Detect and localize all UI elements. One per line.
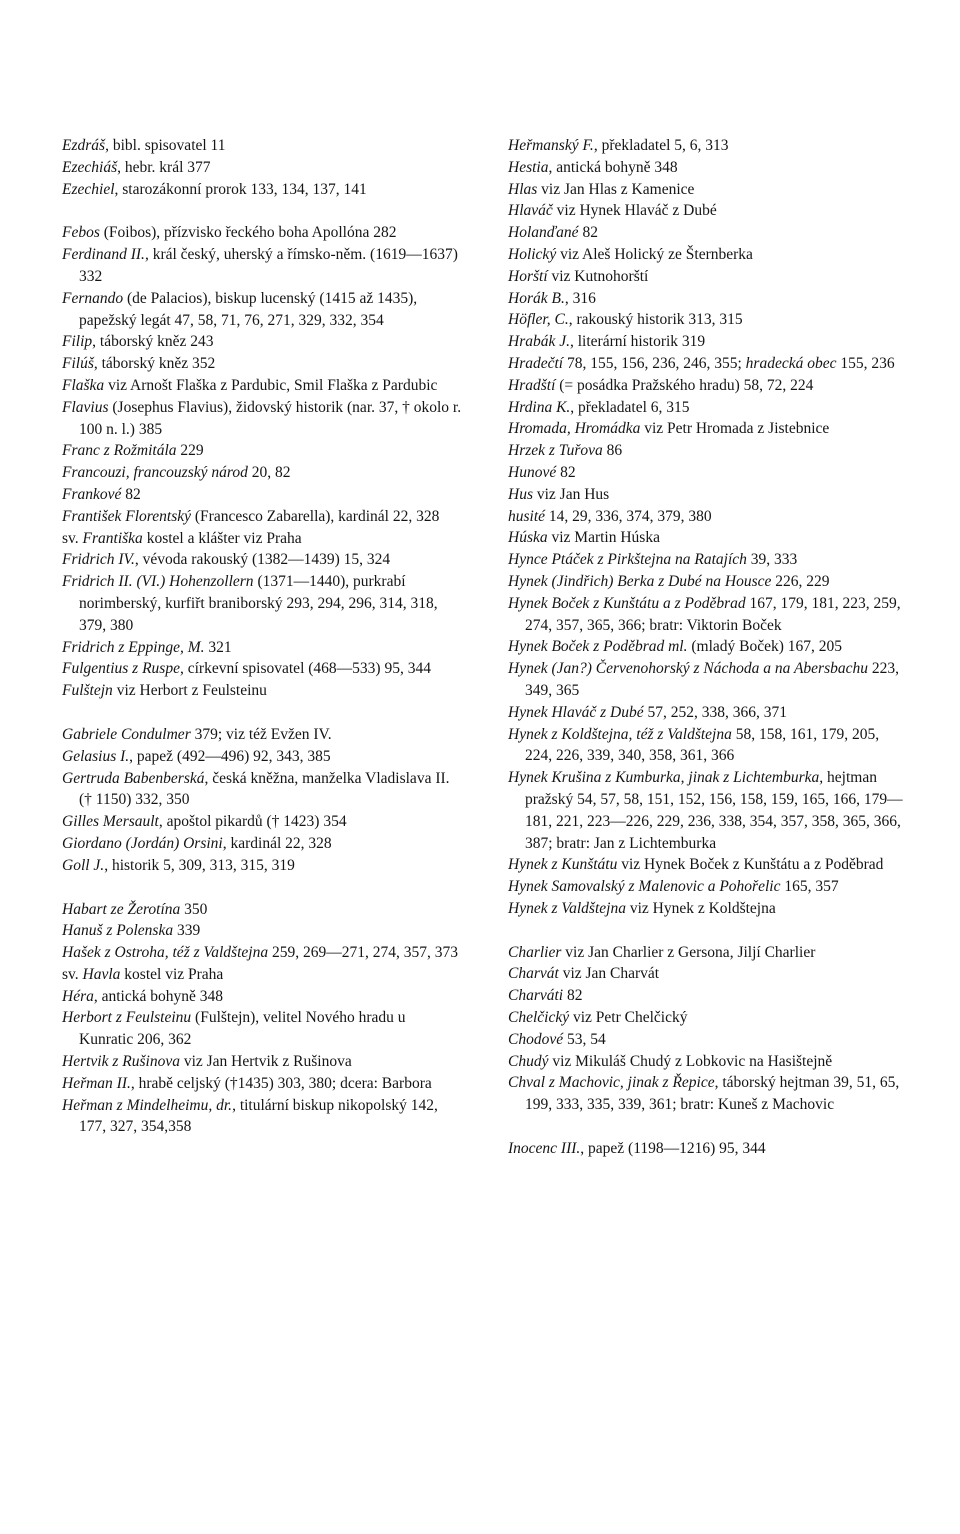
index-entry (62, 397, 462, 441)
index-entry (62, 833, 462, 855)
index-entry (62, 528, 462, 550)
index-entry (62, 811, 462, 833)
entry-headword: Fulgentius z Ruspe (62, 660, 180, 678)
index-entry (62, 1095, 462, 1139)
entry-headword: Horští (508, 267, 548, 285)
entry-headword: Heřman II. (62, 1074, 131, 1092)
index-entry (508, 767, 908, 854)
entry-text: , historik 5, 309, 313, 315, 319 (104, 856, 295, 874)
entry-text: , česká kněžna, manželka Vladislava II. († 1150) 332, 350 (79, 769, 450, 809)
index-entry (62, 680, 462, 702)
entry-text: viz Arnošt Flaška z Pardubic, Smil Flaška z Pardubic (104, 376, 438, 394)
entry-text: (= posádka Pražského hradu) 58, 72, 224 (555, 376, 814, 394)
index-entry (62, 986, 462, 1008)
index-entry (62, 1073, 462, 1095)
entry-text: 82 (563, 987, 583, 1005)
entry-text: 379; viz též Evžen IV. (190, 725, 332, 743)
entry-text: (de Palacios), biskup lucenský (1415 až 1435), papežský legát 47, 58, 71, 76, 271, 329, 332, 354 (79, 289, 418, 329)
entry-text: viz Jan Hlas z Kamenice (537, 180, 695, 198)
index-letter-group (508, 1138, 908, 1160)
entry-text: 58, 158, 161, 179, 205, 224, 226, 339, 340, 358, 361, 366 (525, 725, 880, 765)
index-entry (62, 179, 462, 201)
entry-text: 321 (204, 638, 232, 656)
entry-text: (1371—1440), purkrabí norimberský, kurfiřt braniborský 293, 294, 296, 314, 318, 379, 380 (79, 573, 438, 634)
entry-text: 226, 229 (771, 572, 830, 590)
entry-text: 78, 155, 156, 236, 246, 355; (563, 354, 746, 372)
index-entry (508, 244, 908, 266)
entry-headword: Hromada, Hromádka (508, 420, 641, 438)
entry-text: , vévoda rakouský (1382—1439) 15, 324 (134, 551, 391, 569)
entry-headword: Flavius (62, 398, 109, 416)
index-entry (508, 549, 908, 571)
index-entry (508, 462, 908, 484)
index-entry (62, 222, 462, 244)
entry-headword: Fridrich IV. (62, 551, 135, 569)
entry-headword: Flaška (62, 376, 105, 394)
entry-text: 259, 269—271, 274, 357, 373 (268, 944, 458, 962)
entry-headword: Herbort z Feulsteinu (62, 1009, 192, 1027)
index-letter-group (62, 222, 462, 702)
index-entry (62, 353, 462, 375)
entry-headword: Francouzi, francouzský národ (62, 464, 248, 482)
entry-headword: Hašek z Ostroha, též z Valdštejna (62, 944, 269, 962)
entry-text: , starozákonní prorok 133, 134, 137, 141 (114, 180, 367, 198)
index-entry (62, 571, 462, 636)
entry-headword: Hunové (508, 463, 557, 481)
entry-text: 82 (578, 224, 598, 242)
entry-text: viz Jan Hus (532, 485, 610, 503)
entry-text: , antická bohyně 348 (548, 158, 678, 176)
entry-text: viz Mikuláš Chudý z Lobkovic na Hasištejně (548, 1052, 833, 1070)
entry-headword: Hynek Samovalský z Malenovic a Pohořelic (508, 878, 781, 896)
index-entry (508, 484, 908, 506)
entry-headword: Chudý (508, 1052, 549, 1070)
index-entry (62, 331, 462, 353)
entry-text: (mladý Boček) 167, 205 (687, 638, 843, 656)
index-entry (508, 397, 908, 419)
index-letter-group (62, 135, 462, 200)
entry-headword: Gabriele Condulmer (62, 725, 191, 743)
index-entry (508, 876, 908, 898)
entry-text: , antická bohyně 348 (93, 987, 223, 1005)
entry-text: kostel viz Praha (120, 965, 224, 983)
entry-text: 57, 252, 338, 366, 371 (643, 703, 787, 721)
entry-headword: Františka (82, 529, 143, 547)
index-entry (508, 1029, 908, 1051)
entry-text: viz Jan Hertvik z Rušinova (179, 1053, 352, 1071)
index-entry (508, 942, 908, 964)
entry-text: kostel a klášter viz Praha (142, 529, 302, 547)
index-entry (508, 898, 908, 920)
entry-prefix: sv. (62, 965, 83, 983)
entry-text: viz Aleš Holický ze Šternberka (556, 245, 753, 263)
entry-headword: Hynek (Jan?) Červenohorský z Náchoda a na Abersbachu (508, 660, 869, 678)
index-entry (508, 506, 908, 528)
index-entry (508, 200, 908, 222)
index-entry (62, 484, 462, 506)
entry-text: hejtman pražský 54, 57, 58, 151, 152, 156, 158, 159, 165, 166, 179—181, 221, 223—226, 229, 236, 338, 354, 357, 358, 365, 366, 387; bratr: Jan z Lichtemburka (525, 769, 903, 852)
index-entry (62, 746, 462, 768)
entry-headword: Charvát (508, 965, 559, 983)
entry-headword: Hus (508, 485, 533, 503)
entry-headword: Filip (62, 333, 93, 351)
index-entry (508, 266, 908, 288)
index-entry (508, 135, 908, 157)
index-entry (508, 157, 908, 179)
entry-headword: Charlier (508, 943, 562, 961)
entry-headword: Hynek Krušina z Kumburka, jinak z Lichtemburka, (508, 769, 824, 787)
index-entry (508, 353, 908, 375)
entry-headword: Hynek (Jindřich) Berka z Dubé na Housce (508, 572, 772, 590)
entry-headword: Chelčický (508, 1009, 570, 1027)
entry-text: , překladatel 5, 6, 313 (593, 137, 729, 154)
entry-headword: Franc z Rožmitála (62, 442, 177, 460)
entry-text: viz Jan Charlier z Gersona, Jiljí Charlier (561, 943, 816, 961)
entry-headword: Giordano (Jordán) Orsini (62, 834, 223, 852)
index-entry (508, 985, 908, 1007)
entry-headword: Ezechiáš (62, 158, 118, 176)
entry-text: viz Petr Chelčický (569, 1009, 688, 1027)
entry-headword: Heřman z Mindelheimu, dr. (62, 1096, 233, 1114)
entry-headword: Húska (508, 529, 548, 547)
index-entry (508, 1138, 908, 1160)
entry-text: , církevní spisovatel (468—533) 95, 344 (179, 660, 431, 678)
entry-headword: Hestia (508, 158, 549, 176)
entry-headword: Holický (508, 245, 557, 263)
entry-text: , hebr. král 377 (117, 158, 211, 176)
entry-text: viz Hynek Boček z Kunštátu a z Poděbrad (617, 856, 884, 874)
entry-headword: Chodové (508, 1030, 564, 1048)
index-entry (508, 288, 908, 310)
entry-text: , titulární biskup nikopolský 142, 177, 327, 354,358 (79, 1096, 438, 1136)
index-entry (62, 157, 462, 179)
entry-text: 350 (180, 900, 208, 918)
entry-text: viz Herbort z Feulsteinu (112, 682, 267, 700)
entry-headword: Hlas (508, 180, 538, 198)
index-letter-group (508, 942, 908, 1116)
entry-text: 229 (176, 442, 204, 460)
index-entry (62, 135, 462, 157)
index-entry (62, 658, 462, 680)
entry-headword: Hertvik z Rušinova (62, 1053, 180, 1071)
index-entry (62, 549, 462, 571)
index-entry (508, 179, 908, 201)
index-entry (62, 462, 462, 484)
entry-headword: Habart ze Žerotína (62, 900, 181, 918)
index-entry (508, 527, 908, 549)
index-letter-group (62, 899, 462, 1139)
entry-text: , literární historik 319 (570, 333, 706, 351)
index-entry (62, 942, 462, 964)
entry-headword: Gilles Mersault (62, 813, 159, 831)
entry-headword: Heřmanský F. (508, 137, 594, 154)
index-entry (508, 309, 908, 331)
index-letter-group (62, 724, 462, 877)
entry-text: , král český, uherský a římsko-něm. (1619—1637) 332 (79, 246, 458, 285)
index-entry (62, 1007, 462, 1051)
entry-text: , rakouský historik 313, 315 (568, 311, 743, 329)
index-entry (62, 724, 462, 746)
index-entry (508, 963, 908, 985)
index-letter-group (508, 135, 908, 920)
entry-text: , bibl. spisovatel 11 (105, 137, 226, 154)
entry-text: , apoštol pikardů († 1423) 354 (158, 813, 347, 831)
entry-headword: Charváti (508, 987, 564, 1005)
index-entry (62, 1051, 462, 1073)
entry-headword: Hlaváč (508, 202, 553, 220)
entry-text: 86 (602, 442, 623, 460)
index-entry (508, 440, 908, 462)
entry-headword: Hynek z Kunštátu (508, 856, 618, 874)
entry-text: viz Jan Charvát (558, 965, 660, 983)
entry-text: 20, 82 (247, 464, 291, 482)
index-entry (62, 964, 462, 986)
index-entry (62, 920, 462, 942)
entry-text: viz Petr Hromada z Jistebnice (640, 420, 830, 438)
entry-headword: Horák B. (508, 289, 565, 307)
entry-headword: Hynce Ptáček z Pirkštejna na Ratajích (508, 551, 747, 569)
index-entry (62, 637, 462, 659)
entry-headword: František Florentský (62, 507, 191, 525)
index-entry (508, 331, 908, 353)
entry-headword: Hrabák J. (508, 333, 570, 351)
entry-text: 53, 54 (563, 1030, 606, 1048)
entry-text: , papež (492—496) 92, 343, 385 (129, 747, 331, 765)
entry-headword: Holanďané (508, 224, 579, 242)
entry-text: 223, 349, 365 (525, 660, 900, 699)
index-column-right (508, 135, 908, 1182)
index-entry (508, 854, 908, 876)
entry-text: , táborský kněz 243 (92, 333, 214, 351)
entry-headword: Hynek Hlaváč z Dubé (508, 703, 644, 721)
entry-headword: Ferdinand II. (62, 246, 145, 264)
index-entry (62, 375, 462, 397)
index-entry (508, 375, 908, 397)
entry-text: , překladatel 6, 315 (570, 398, 690, 416)
entry-headword: Hrdina K. (508, 398, 571, 416)
entry-headword: Fernando (62, 289, 124, 307)
entry-text: , hrabě celjský (†1435) 303, 380; dcera: Barbora (130, 1074, 432, 1092)
entry-headword: Ezechiel (62, 180, 115, 198)
entry-text: viz Kutnohorští (547, 267, 649, 285)
index-entry (508, 1007, 908, 1029)
index-entry (62, 440, 462, 462)
entry-subheadword: hradecká obec (745, 354, 837, 372)
entry-text: , kardinál 22, 328 (222, 834, 332, 852)
entry-text: 167, 179, 181, 223, 259, 274, 357, 365, 366; bratr: Viktorin Boček (525, 594, 901, 634)
index-entry (508, 636, 908, 658)
entry-headword: Hynek z Valdštejna (508, 899, 626, 917)
index-entry (508, 658, 908, 702)
entry-headword: Febos (62, 224, 100, 242)
entry-text: 339 (173, 922, 201, 940)
index-entry (508, 593, 908, 637)
entry-headword: Gertruda Babenberská (62, 769, 205, 787)
entry-headword: Fridrich II. (VI.) Hohenzollern (62, 573, 254, 591)
index-entry (508, 702, 908, 724)
entry-text: , papež (1198—1216) 95, 344 (580, 1140, 766, 1158)
entry-text: viz Hynek Hlaváč z Dubé (552, 202, 717, 220)
entry-headword: Hanuš z Polenska (62, 922, 174, 940)
entry-text: viz Martin Húska (547, 529, 660, 547)
entry-text: (Foibos), přízvisko řeckého boha Apollóna 282 (99, 224, 397, 242)
entry-headword: Fulštejn (62, 682, 113, 700)
entry-text: (Francesco Zabarella), kardinál 22, 328 (191, 507, 440, 525)
entry-headword: Filúš (62, 355, 94, 373)
index-entry (508, 724, 908, 768)
entry-headword: Hradečtí (508, 354, 564, 372)
entry-headword: Hrzek z Tuřova (508, 442, 603, 460)
entry-headword: Hynek z Koldštejna, též z Valdštejna (508, 725, 732, 743)
index-column-left (62, 135, 462, 1160)
entry-headword: Havla (82, 965, 121, 983)
entry-text: viz Hynek z Koldštejna (625, 899, 776, 917)
index-entry (62, 506, 462, 528)
index-entry (508, 1072, 908, 1116)
entry-headword: Gelasius I. (62, 747, 130, 765)
entry-headword: Goll J. (62, 856, 105, 874)
index-entry (508, 571, 908, 593)
entry-text: 39, 333 (746, 551, 798, 569)
entry-headword: Hynek Boček z Kunštátu a z Poděbrad (508, 594, 746, 612)
entry-text: 82 (556, 463, 576, 481)
entry-text: 165, 357 (780, 878, 839, 896)
entry-text: 82 (121, 485, 141, 503)
entry-text: , táborský hejtman 39, 51, 65, 199, 333, 335, 339, 361; bratr: Kuneš z Machovic (525, 1074, 900, 1114)
index-entry (62, 899, 462, 921)
entry-text: 155, 236 (836, 354, 895, 372)
entry-headword: Ezdráš (62, 137, 106, 154)
index-entry (508, 1051, 908, 1073)
entry-headword: Höfler, C. (508, 311, 569, 329)
entry-headword: Hynek Boček z Poděbrad ml. (508, 638, 688, 656)
entry-headword: Héra (62, 987, 94, 1005)
entry-headword: husité (508, 507, 546, 525)
index-entry (62, 768, 462, 812)
entry-text: , táborský kněz 352 (93, 355, 216, 373)
index-entry (62, 244, 462, 288)
entry-text: (Fulštejn), velitel Nového hradu u Kunratic 206, 362 (79, 1009, 406, 1049)
index-entry (62, 288, 462, 332)
entry-headword: Hradští (508, 376, 556, 394)
entry-headword: Chval z Machovic, jinak z Řepice (508, 1074, 715, 1092)
entry-prefix: sv. (62, 529, 83, 547)
entry-headword: Inocenc III. (508, 1140, 581, 1158)
entry-headword: Fridrich z Eppinge, M. (62, 638, 205, 656)
entry-text: (Josephus Flavius), židovský historik (nar. 37, † okolo r. 100 n. l.) 385 (79, 398, 462, 438)
entry-headword: Frankové (62, 485, 122, 503)
entry-text: , 316 (564, 289, 596, 307)
entry-text: 14, 29, 336, 374, 379, 380 (545, 507, 712, 525)
index-entry (508, 418, 908, 440)
index-entry (508, 222, 908, 244)
index-entry (62, 855, 462, 877)
